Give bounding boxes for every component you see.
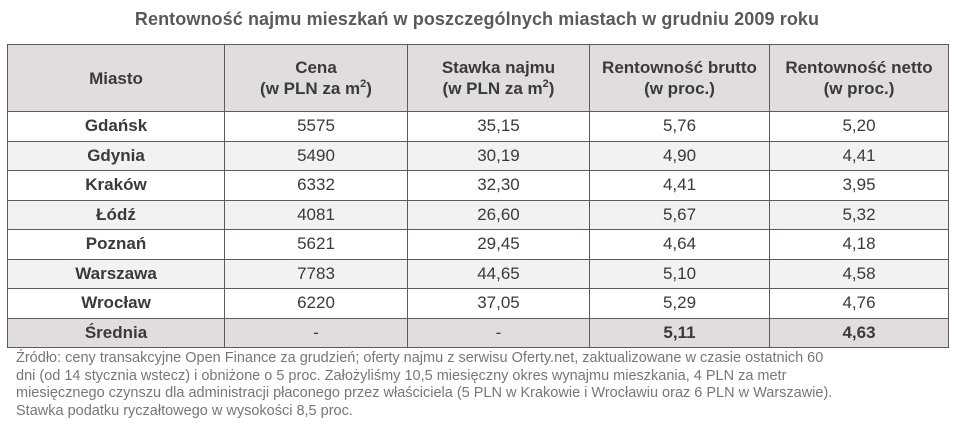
header-price: Cena (w PLN za $m^2$) (225, 45, 408, 112)
table-row (8, 200, 949, 230)
cell-gross-yield: 4,90 (590, 141, 770, 171)
table-row (8, 112, 949, 142)
rental-yield-table (7, 44, 949, 348)
cell-city: Poznań (8, 230, 225, 260)
cell-net-yield: 5,20 (770, 112, 949, 142)
cell-rent: 29,45 (408, 230, 590, 260)
cell-city: Średnia (8, 318, 225, 348)
cell-price: 4081 (225, 200, 408, 230)
header-rent: Stawka najmu (w PLN za $m^2$) (408, 45, 590, 112)
cell-city: Kraków (8, 171, 225, 201)
header-row (8, 45, 949, 112)
cell-net-yield: 4,63 (770, 318, 949, 348)
cell-rent: 37,05 (408, 289, 590, 319)
source-note-line: Stawka podatku ryczałtowego w wysokości 8,5 proc. (16, 402, 353, 419)
cell-net-yield: 4,41 (770, 141, 949, 171)
cell-rent: 35,15 (408, 112, 590, 142)
cell-price: - (225, 318, 408, 348)
cell-gross-yield: 5,10 (590, 259, 770, 289)
table-row (8, 141, 949, 171)
cell-gross-yield: 5,29 (590, 289, 770, 319)
source-note-line: miesięcznego czynszu dla administracji płaconego przez właściciela (5 PLN w Krakowie i Wrocławiu oraz 6 PLN w Warszawie). (16, 385, 833, 401)
cell-rent: - (408, 318, 590, 348)
cell-net-yield: 4,18 (770, 230, 949, 260)
cell-rent: 26,60 (408, 200, 590, 230)
cell-price: 7783 (225, 259, 408, 289)
cell-price: 5575 (225, 112, 408, 142)
cell-net-yield: 3,95 (770, 171, 949, 201)
cell-city: Warszawa (8, 259, 225, 289)
cell-rent: 44,65 (408, 259, 590, 289)
table-title: Rentowność najmu mieszkań w poszczególnych miastach w grudniu 2009 roku (134, 9, 820, 29)
cell-price: 6220 (225, 289, 408, 319)
source-note (16, 350, 946, 420)
table-row (8, 289, 949, 319)
cell-price: 6332 (225, 171, 408, 201)
cell-price: 5490 (225, 141, 408, 171)
header-gross-yield: Rentowność brutto (w proc.) (590, 45, 770, 112)
cell-city: Łódź (8, 200, 225, 230)
cell-city: Wrocław (8, 289, 225, 319)
cell-gross-yield: 4,41 (590, 171, 770, 201)
table-row (8, 171, 949, 201)
cell-city: Gdynia (8, 141, 225, 171)
cell-net-yield: 4,58 (770, 259, 949, 289)
cell-gross-yield: 5,76 (590, 112, 770, 142)
table-row (8, 259, 949, 289)
cell-gross-yield: 4,64 (590, 230, 770, 260)
cell-rent: 32,30 (408, 171, 590, 201)
table-row (8, 230, 949, 260)
header-net-yield: Rentowność netto (w proc.) (770, 45, 949, 112)
cell-gross-yield: 5,67 (590, 200, 770, 230)
cell-price: 5621 (225, 230, 408, 260)
cell-net-yield: 5,32 (770, 200, 949, 230)
source-note-line: dni (od 14 stycznia wstecz) i obniżone o 5 proc. Założyliśmy 10,5 miesięczny okres wynajmu mieszkania, 4 PLN za metr (16, 367, 787, 384)
cell-city: Gdańsk (8, 112, 225, 142)
cell-net-yield: 4,76 (770, 289, 949, 319)
header-city: Miasto (8, 45, 225, 112)
source-note-line: Źródło: ceny transakcyjne Open Finance za grudzień; oferty najmu z serwisu Oferty.net, zaktualizowane w czasie ostatnich 60 (16, 350, 824, 366)
cell-rent: 30,19 (408, 141, 590, 171)
average-row (8, 318, 949, 348)
cell-gross-yield: 5,11 (590, 318, 770, 348)
